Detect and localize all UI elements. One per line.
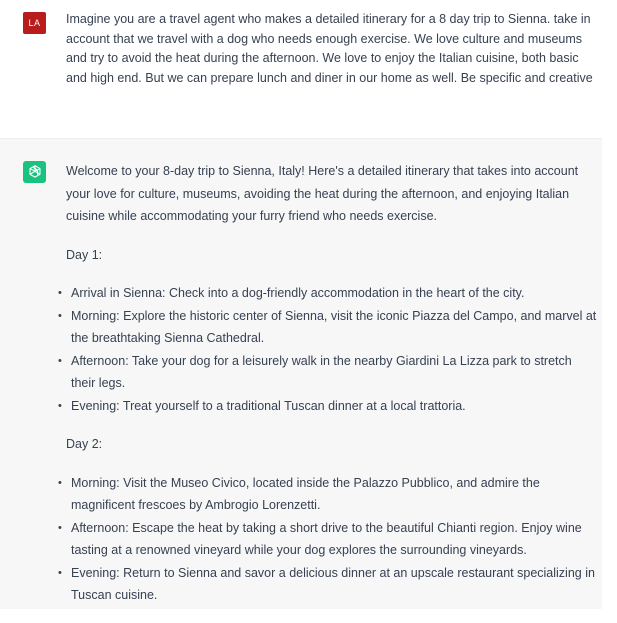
- day-heading: Day 2:: [66, 437, 103, 451]
- list-item: • Evening: Treat yourself to a traditional Tuscan dinner at a local trattoria.: [66, 395, 598, 418]
- user-message: [0, 0, 602, 138]
- openai-logo-icon: [23, 161, 46, 183]
- list-item: • Afternoon: Take your dog for a leisurely walk in the nearby Giardini La Lizza park to stretch their legs.: [66, 350, 598, 395]
- assistant-intro: Welcome to your 8-day trip to Sienna, Italy! Here's a detailed itinerary that takes into account your love for culture, museums, avoiding the heat during the afternoon, and enjoying Italian cuisine while accommodating your furry friend who needs exercise.: [66, 164, 579, 223]
- list-item: • Afternoon: Escape the heat by taking a short drive to the beautiful Chianti region. Enjoy wine tasting at a renowned vineyard while your dog explores the surrounding vineyards.: [66, 517, 598, 562]
- assistant-message: [0, 138, 602, 609]
- user-avatar: LA: [23, 12, 46, 34]
- day-1-list: [66, 282, 598, 417]
- list-item: • Morning: Explore the historic center of Sienna, visit the iconic Piazza del Campo, and marvel at the breathtaking Sienna Cathedral.: [66, 305, 598, 350]
- user-message-text: Imagine you are a travel agent who makes a detailed itinerary for a 8 day trip to Sienna. take in account that we travel with a dog who needs enough exercise. We love culture and museums and try to avoid the heat during the afternoon. We love to enjoy the Italian cuisine, both basic and high end. But we can prepare lunch and diner in our home as well. Be specific and creative: [66, 12, 593, 85]
- list-item: • Evening: Return to Sienna and savor a delicious dinner at an upscale restaurant specializing in Tuscan cuisine.: [66, 562, 598, 607]
- list-item: • Arrival in Sienna: Check into a dog-friendly accommodation in the heart of the city.: [66, 282, 598, 305]
- day-heading: Day 1:: [66, 247, 103, 262]
- day-2-list: [66, 472, 598, 607]
- list-item: • Morning: Visit the Museo Civico, located inside the Palazzo Pubblico, and admire the magnificent frescoes by Ambrogio Lorenzetti.: [66, 472, 598, 517]
- assistant-message-content: [66, 160, 598, 623]
